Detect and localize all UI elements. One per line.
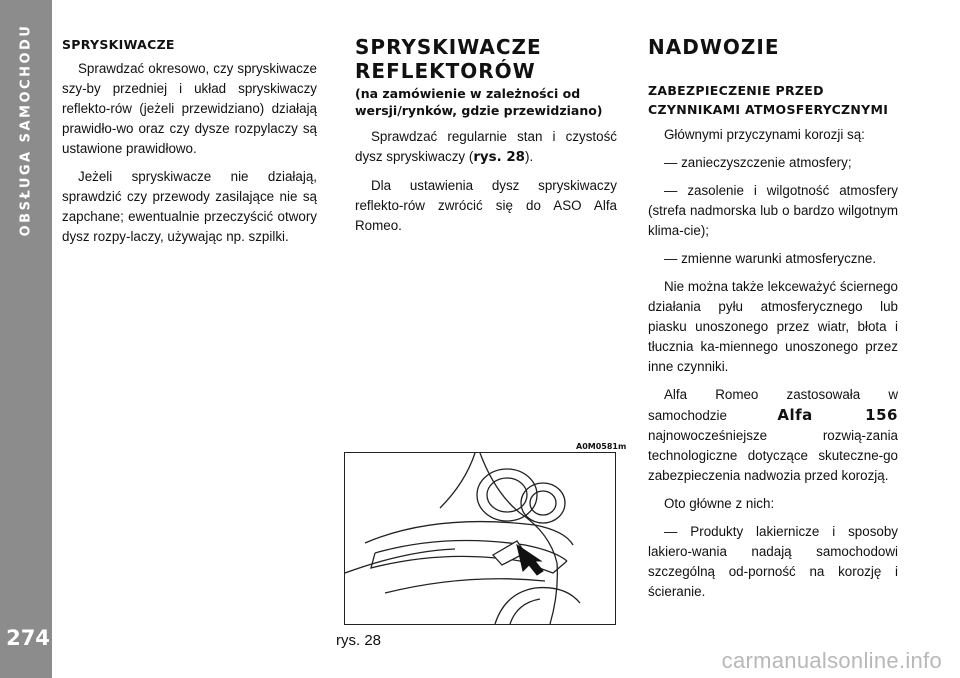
headlamp-figure [344, 452, 616, 625]
body-paragraph-6 [648, 385, 898, 486]
headlamp-washers-paragraph-1 [355, 127, 617, 168]
p6-text-end: najnowocześniejsze rozwią-zania technologiczne dotyczące skuteczne-go zabezpieczenia nadwozia przed korozją. [648, 428, 898, 483]
page-number: 274 [6, 626, 50, 650]
figure-code: A0M0581m [576, 442, 627, 451]
column-body [648, 35, 898, 610]
headlamp-washers-heading-line2: REFLEKTORÓW [355, 59, 536, 83]
washers-paragraph-2: Jeżeli spryskiwacze nie działają, sprawdzić czy przewody zasilające nie są zapchane; ewentualnie przeczyścić otwory dysz rozpy-laczy, używając np. szpilki. [62, 169, 317, 244]
sidebar [0, 0, 52, 678]
watermark: carmanualsonline.info [721, 648, 942, 673]
body-paragraph-2: — zanieczyszczenie atmosfery; [664, 155, 852, 170]
headlamp-washers-subheading: (na zamówienie w zależności od wersji/rynków, gdzie przewidziano) [355, 86, 603, 118]
model-name: Alfa 156 [777, 406, 898, 424]
headlamp-illustration [345, 453, 615, 624]
washers-heading: SPRYSKIWACZE [62, 37, 175, 52]
headlamp-washers-paragraph-2: Dla ustawienia dysz spryskiwaczy reflekto-rów zwrócić się do ASO Alfa Romeo. [355, 178, 617, 233]
body-subheading: ZABEZPIECZENIE PRZED CZYNNIKAMI ATMOSFERYCZNYMI [648, 83, 889, 117]
column-headlamp-washers [355, 35, 617, 244]
body-paragraph-7: Oto główne z nich: [664, 496, 775, 511]
body-paragraph-4: — zmienne warunki atmosferyczne. [664, 251, 877, 266]
figure-caption: rys. 28 [336, 632, 382, 649]
body-heading: NADWOZIE [648, 35, 780, 59]
p1-text-end: ). [525, 149, 534, 164]
section-title: OBSŁUGA SAMOCHODU [18, 23, 34, 237]
figure-reference: rys. 28 [473, 150, 525, 165]
column-washers [62, 35, 317, 255]
body-paragraph-8: — Produkty lakiernicze i sposoby lakiero-wania nadają samochodowi szczególną od-porność na korozję i ścieranie. [648, 524, 898, 599]
body-paragraph-5: Nie można także lekceważyć ściernego działania pyłu atmosferycznego lub piasku unoszonego przez wiatr, błota i tłucznia ka-miennego unoszonego przez inne czynniki. [648, 279, 898, 374]
body-paragraph-1: Głównymi przyczynami korozji są: [664, 127, 865, 142]
p6-text: Alfa Romeo zastosowała w samochodzie [648, 387, 898, 423]
p1-text: Sprawdzać regularnie stan i czystość dysz spryskiwaczy ( [355, 129, 617, 164]
headlamp-washers-heading-line1: SPRYSKIWACZE [355, 35, 542, 59]
washers-paragraph-1: Sprawdzać okresowo, czy spryskiwacze szy-by przedniej i układ spryskiwaczy reflekto-rów (jeżeli przewidziano) działają prawidło-wo oraz czy dysze rozpylaczy są ustawione prawidłowo. [62, 61, 317, 156]
body-paragraph-3: — zasolenie i wilgotność atmosfery (strefa nadmorska lub o bardzo wilgotnym klima-cie); [648, 183, 898, 238]
